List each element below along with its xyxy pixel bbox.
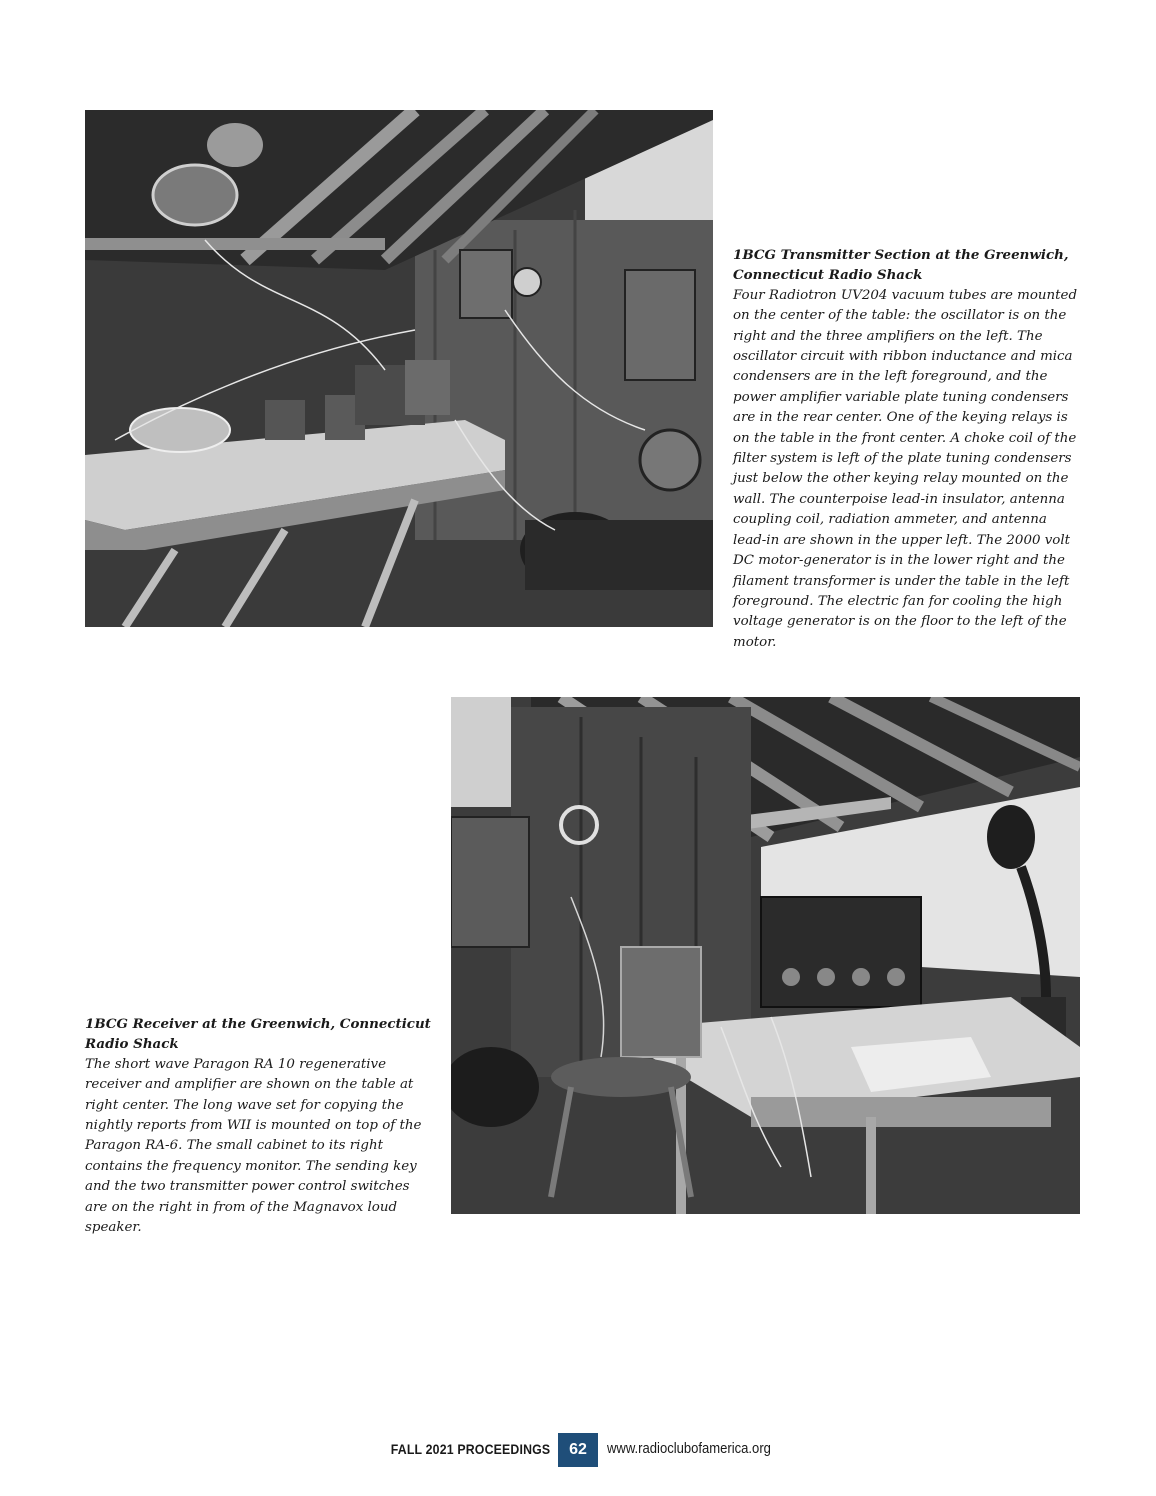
receiver-caption: [85, 1014, 435, 1238]
footer-page-number: 62: [558, 1433, 598, 1467]
page-footer: [0, 1433, 1156, 1469]
transmitter-caption: [733, 245, 1083, 653]
footer-issue-label: FALL 2021 PROCEEDINGS: [390, 1441, 550, 1457]
transmitter-photo: [85, 110, 713, 627]
transmitter-room-photo-icon: [85, 110, 713, 627]
transmitter-caption-title: 1BCG Transmitter Section at the Greenwich, Connecticut Radio Shack: [733, 247, 1069, 284]
receiver-room-photo-icon: [451, 697, 1080, 1214]
transmitter-caption-body: Four Radiotron UV204 vacuum tubes are mounted on the center of the table: the oscillator is on the right and the three amplifiers on the left. The oscillator circuit with ribbon inductance and mica condensers are in the left foreground, and the power amplifier variable plate tuning condensers are in the rear center. One of the keying relays is on the table in the front center. A choke coil of the filter system is left of the plate tuning condensers just below the other keying relay mounted on the wall. The counterpoise lead-in insulator, antenna coupling coil, radiation ammeter, and antenna lead-in are shown in the upper left. The 2000 volt DC motor-generator is in the lower right and the filament transformer is under the table in the left foreground. The electric fan for cooling the high voltage generator is on the floor to the left of the motor.: [733, 287, 1078, 650]
receiver-caption-title: 1BCG Receiver at the Greenwich, Connecticut Radio Shack: [85, 1016, 431, 1053]
receiver-photo: [451, 697, 1080, 1214]
footer-website-link[interactable]: www.radioclubofamerica.org: [607, 1441, 771, 1457]
receiver-caption-body: The short wave Paragon RA 10 regenerative receiver and amplifier are shown on the table at right center. The long wave set for copying the nightly reports from WII is mounted on top of the Paragon RA-6. The small cabinet to its right contains the frequency monitor. The sending key and the two transmitter power control switches are on the right in from of the Magnavox loud speaker.: [85, 1056, 422, 1236]
